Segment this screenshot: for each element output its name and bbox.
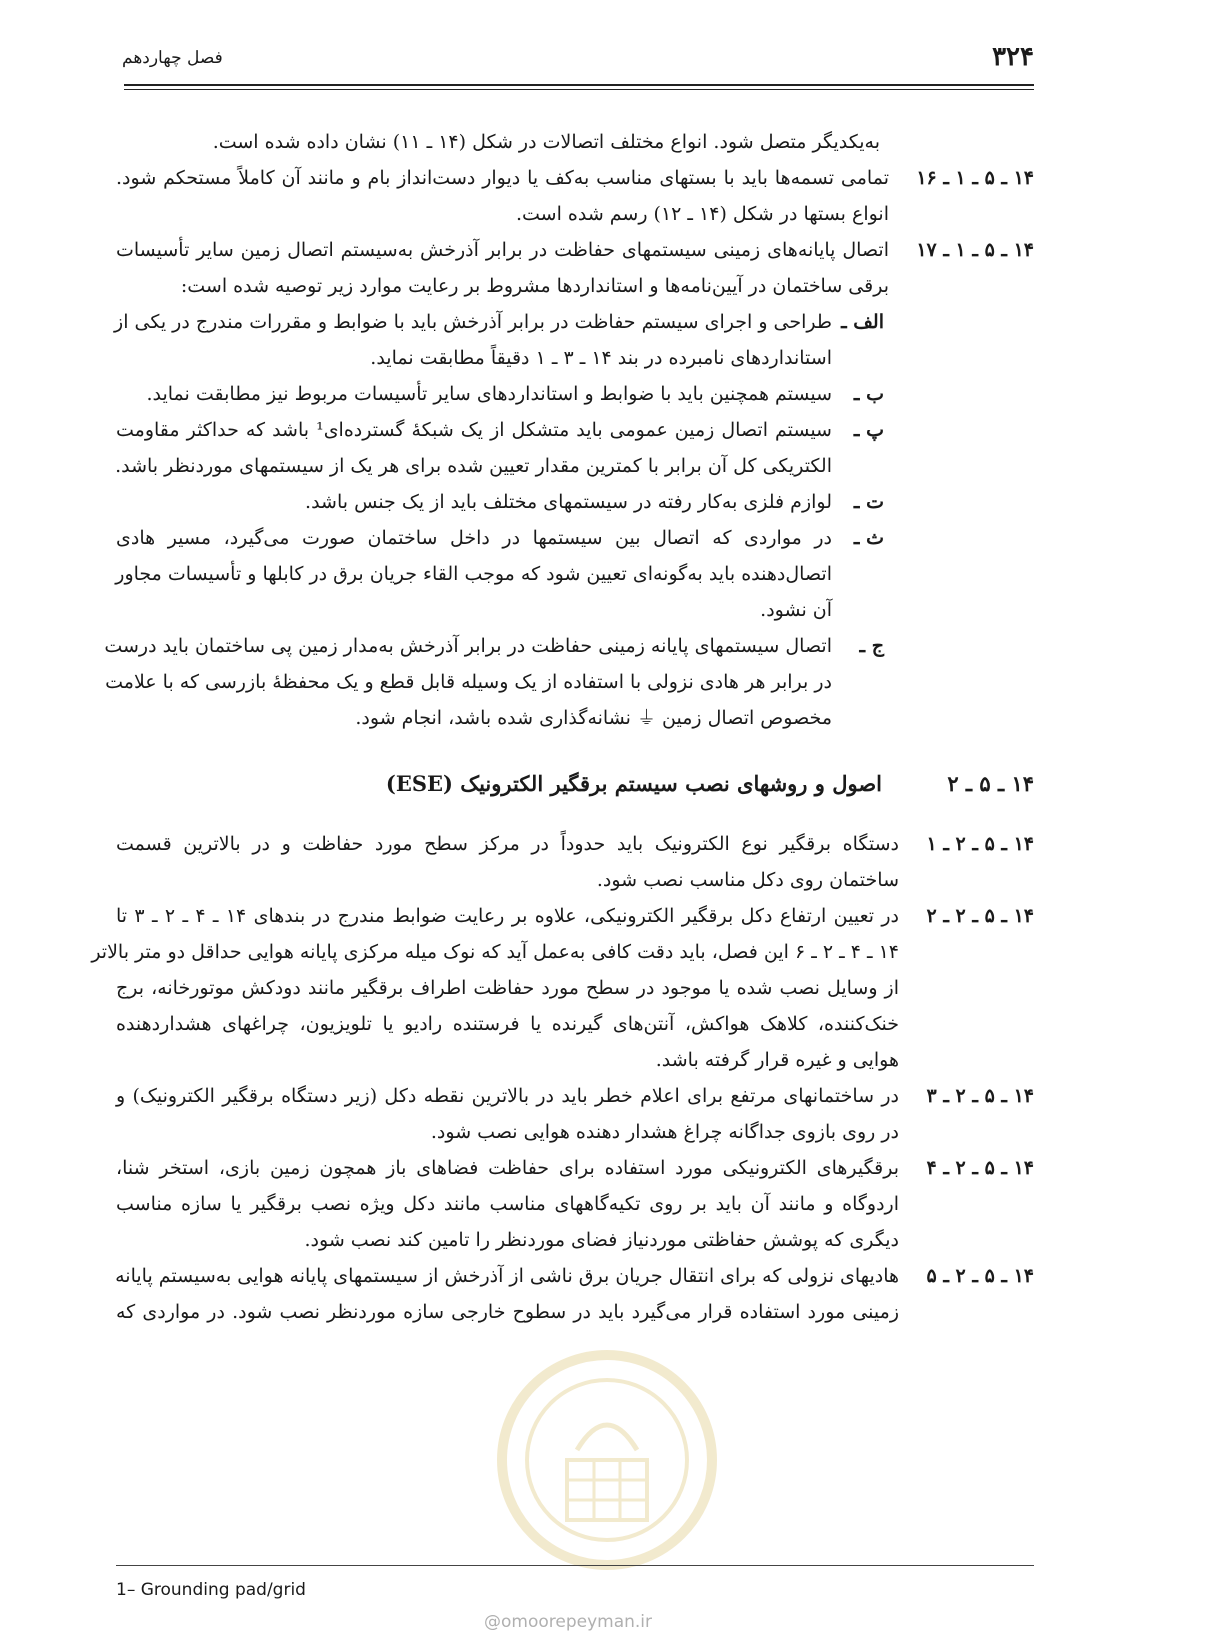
clause-2-4 <box>116 1150 1034 1258</box>
text-line: اتصال‌دهنده باید به‌گونه‌ای تعیین شود که موجب القاء جریان برق در کابلها و تأسیسات مجاور <box>115 563 832 585</box>
section-number: ۱۴ ـ ۵ ـ ۲ <box>947 771 1034 796</box>
text-line: دیگری که پوشش حفاظتی موردنیاز فضای موردنظر را تامین کند نصب شود. <box>304 1229 899 1251</box>
text-line: سیستم اتصال زمین عمومی باید متشکل از یک شبکهٔ گسترده‌ای¹ باشد که حداکثر مقاومت <box>116 419 832 441</box>
text-line: آن نشود. <box>760 599 832 621</box>
section-heading <box>116 766 1034 802</box>
header-rule <box>124 84 1034 86</box>
text-line: در تعیین ارتفاع دکل برقگیر الکترونیکی، علاوه بر رعایت ضوابط مندرج در بندهای ۱۴ ـ ۴ ـ ۲ ـ ۳ تا <box>116 905 900 927</box>
text-line: در برابر هر هادی نزولی با استفاده از یک وسیله قابل قطع و یک محفظهٔ بازرسی که با علامت <box>105 671 832 693</box>
list-item <box>104 628 1034 736</box>
text-line: استانداردهای نامبرده در بند ۱۴ ـ ۳ ـ ۱ دقیقاً مطابقت نماید. <box>370 347 832 369</box>
text-line: دستگاه برقگیر نوع الکترونیک باید حدوداً در مرکز سطح مورد حفاظت و در بالاترین قسمت <box>116 833 899 855</box>
text-line: طراحی و اجرای سیستم حفاظت در برابر آذرخش باید با ضوابط و مقررات مندرج در یکی از <box>114 311 832 333</box>
clause-number: ۱۴ ـ ۵ ـ ۲ ـ ۲ <box>926 905 1034 927</box>
list-label: پ ـ <box>853 419 884 441</box>
clause-2-2 <box>91 898 1034 1078</box>
text-line: اتصال سیستمهای پایانه زمینی حفاظت در برابر آذرخش به‌مدار زمین پی ساختمان باید درست <box>104 635 832 657</box>
list-item <box>116 520 1034 628</box>
watermark-site: @omoorepeyman.ir <box>484 1612 653 1632</box>
clause-2-1 <box>116 826 1034 898</box>
seal-watermark <box>472 1340 742 1580</box>
clause-number: ۱۴ ـ ۵ ـ ۲ ـ ۴ <box>926 1157 1034 1179</box>
text-line: هادیهای نزولی که برای انتقال جریان برق ناشی از آذرخش از سیستمهای پایانه هوایی به‌سیستم پایانه <box>115 1265 899 1287</box>
clause-17 <box>116 232 1034 304</box>
text-line: در ساختمانهای مرتفع برای اعلام خطر باید در بالاترین نقطه دکل (زیر دستگاه برقگیر الکترونیک) و <box>116 1085 899 1107</box>
header-rule-thin <box>124 89 1034 90</box>
text-line: انواع بستها در شکل (۱۴ ـ ۱۲) رسم شده است. <box>515 203 889 225</box>
clause-2-3 <box>116 1078 1034 1150</box>
page-body <box>91 124 1034 1330</box>
clause-number: ۱۴ ـ ۵ ـ ۲ ـ ۳ <box>926 1085 1034 1107</box>
list-label: ب ـ <box>853 383 884 405</box>
page-number: ۳۲۴ <box>992 42 1034 72</box>
text-line: خنک‌کننده، کلاهک هواکش، آنتن‌های گیرنده یا فرستنده رادیو یا تلویزیون، چراغهای هشداردهنده <box>116 1013 899 1035</box>
text-line: سیستم همچنین باید با ضوابط و استانداردهای سایر تأسیسات مربوط نیز مطابقت نماید. <box>146 383 832 405</box>
text-line: ۱۴ ـ ۴ ـ ۲ ـ ۶ این فصل، باید دقت کافی به‌عمل آید که نوک میله مرکزی پایانه هوایی حداقل دو متر بالاتر <box>91 941 899 963</box>
text-line: مخصوص اتصال زمین ⏚ نشانه‌گذاری شده باشد، انجام شود. <box>355 707 832 729</box>
section-title: اصول و روشهای نصب سیستم برقگیر الکترونیک (ESE) <box>385 771 882 796</box>
clause-2-5 <box>116 1258 1034 1330</box>
list-label: ج ـ <box>859 635 884 657</box>
list-label: ث ـ <box>853 527 884 549</box>
clause-number: ۱۴ ـ ۵ ـ ۲ ـ ۵ <box>926 1265 1034 1287</box>
page-header <box>116 40 1034 78</box>
text-line: زمینی مورد استفاده قرار می‌گیرد باید در سطوح خارجی سازه موردنظر نصب شود. در مواردی که <box>116 1301 899 1323</box>
text-line: برقی ساختمان در آیین‌نامه‌ها و استانداردها مشروط بر رعایت موارد زیر توصیه شده است: <box>180 275 889 297</box>
text-line: لوازم فلزی به‌کار رفته در سیستمهای مختلف باید از یک جنس باشد. <box>305 491 832 513</box>
clause-number: ۱۴ ـ ۵ ـ ۲ ـ ۱ <box>926 833 1034 855</box>
text-line: اتصال پایانه‌های زمینی سیستمهای حفاظت در برابر آذرخش به‌سیستم اتصال زمین سایر تأسیسات <box>116 239 889 261</box>
text-line: برقگیرهای الکترونیکی مورد استفاده برای حفاظت فضاهای باز همچون زمین بازی، استخر شنا، <box>116 1157 899 1179</box>
text-line: از وسایل نصب شده یا موجود در سطح مورد حفاظت اطراف برقگیر مانند دودکش موتورخانه، برج <box>116 977 899 999</box>
clause-16 <box>116 160 1034 232</box>
intro-paragraph <box>116 124 1034 160</box>
text-line: در مواردی که اتصال بین سیستمها در داخل ساختمان صورت می‌گیرد، مسیر هادی <box>116 527 832 549</box>
text-line: ساختمان روی دکل مناسب نصب شود. <box>596 869 899 891</box>
text-line: اردوگاه و مانند آن باید بر روی تکیه‌گاههای مناسب مانند دکل ویژه نصب برقگیر یا سازه مناسب <box>116 1193 899 1215</box>
list-label: ت ـ <box>853 491 884 513</box>
list-item <box>116 304 1034 376</box>
clause-number: ۱۴ ـ ۵ ـ ۱ ـ ۱۷ <box>916 239 1034 261</box>
clause-number: ۱۴ ـ ۵ ـ ۱ ـ ۱۶ <box>916 167 1034 189</box>
text-line: در روی بازوی جداگانه چراغ هشدار دهنده هوایی نصب شود. <box>430 1121 899 1143</box>
text-line: تمامی تسمه‌ها باید با بستهای مناسب به‌کف یا دیوار دست‌انداز بام و مانند آن کاملاً مستحکم شود. <box>116 167 889 189</box>
list-label: الف ـ <box>841 311 884 333</box>
text-line: الکتریکی کل آن برابر با کمترین مقدار تعیین شده برای هر یک از سیستمهای موردنظر باشد. <box>115 455 832 477</box>
text-line: به‌یکدیگر متصل شود. انواع مختلف اتصالات در شکل (۱۴ ـ ۱۱) نشان داده شده است. <box>212 131 880 153</box>
chapter-title: فصل چهاردهم <box>122 48 223 68</box>
list-item <box>116 412 1034 484</box>
footnote: 1– Grounding pad/grid <box>116 1580 306 1600</box>
list-item <box>116 376 1034 412</box>
text-line: هوایی و غیره قرار گرفته باشد. <box>655 1049 899 1071</box>
list-item <box>116 484 1034 520</box>
footnote-rule <box>116 1565 1034 1566</box>
